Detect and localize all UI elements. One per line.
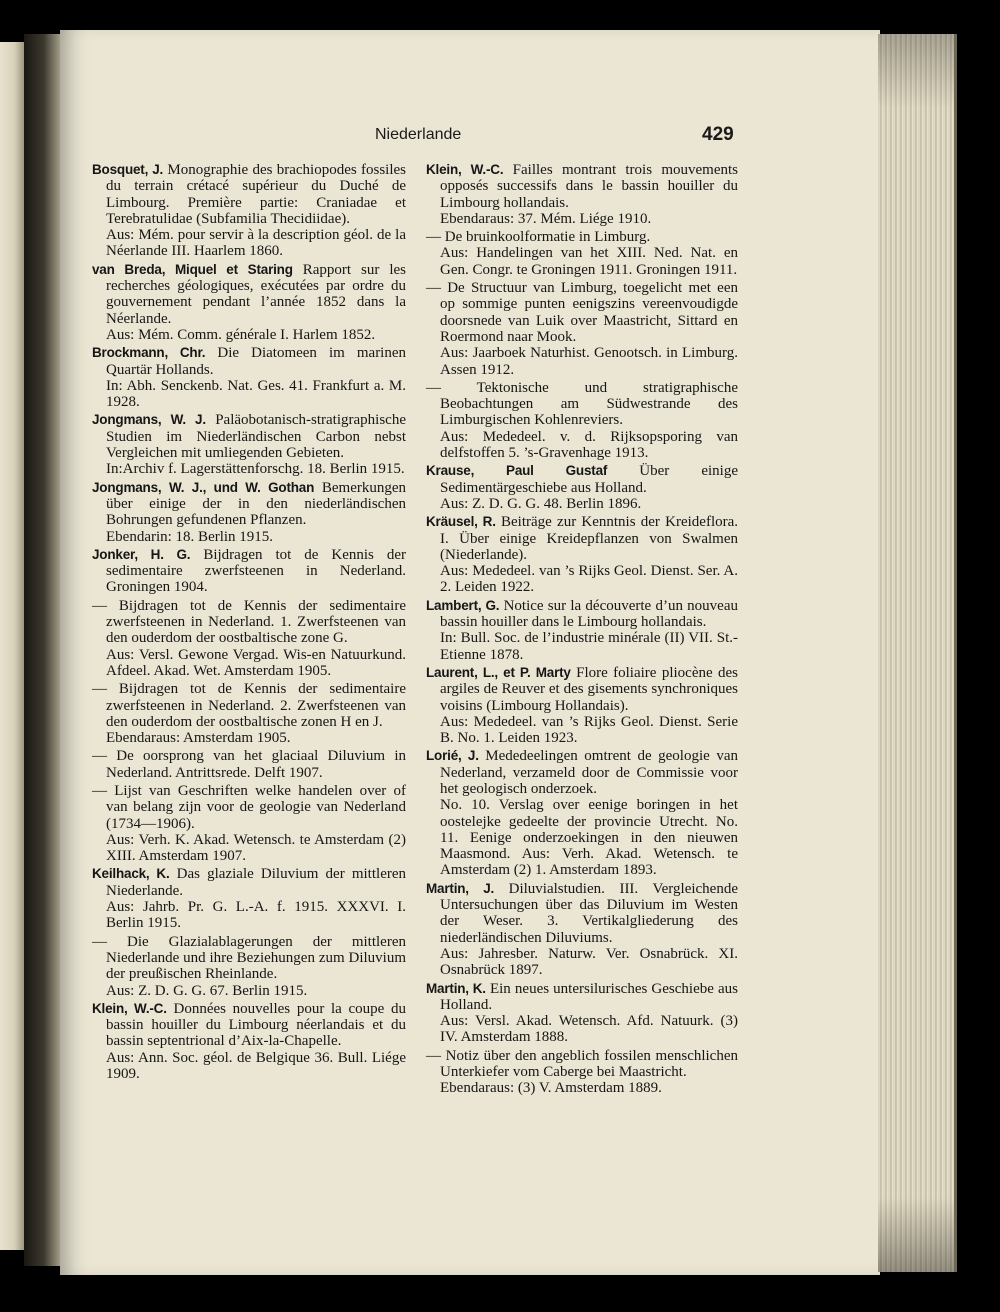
- entry-source: Aus: Jahrb. Pr. G. L.-A. f. 1915. XXXVI. I. Berlin 1915.: [106, 899, 406, 932]
- entry-title: — De Structuur van Limburg, toegelicht met een op sommige punten eenigszins vereenvoudigde doorsnede van Luik over Maastricht, Sittard en Roermond naar Mook.: [426, 280, 738, 345]
- entry-source: In:Archiv f. Lagerstättenforschg. 18. Berlin 1915.: [106, 461, 405, 478]
- entry-source: Aus: Versl. Gewone Vergad. Wis-en Natuurkund. Afdeel. Akad. Wet. Amsterdam 1905.: [106, 646, 406, 679]
- entry-source: Aus: Z. D. G. G. 48. Berlin 1896.: [440, 495, 642, 512]
- right-column: [426, 162, 738, 1099]
- entry-title: Das glaziale Diluvium der mittleren Niederlande.: [106, 866, 406, 899]
- entry-title: Flore foliaire pliocène des argiles de Reuver et des gisements synchroniques voisins (Limbourg Hollandais).: [440, 664, 738, 714]
- bibliography-entry: [426, 1048, 738, 1097]
- entry-author: Klein, W.-C.: [92, 1000, 167, 1016]
- entry-author: Klein, W.-C.: [426, 162, 504, 177]
- entry-source: Aus: Mém. Comm. générale I. Harlem 1852.: [106, 326, 376, 343]
- bibliography-entry: [92, 162, 406, 260]
- bibliography-entry: [426, 514, 738, 595]
- entry-title: Monographie des brachiopodes fossiles du terrain crétacé supérieur du Duché de Limbourg. Première partie: Craniadae et Terebratulidae (Subfamilia Thecidiidae).: [106, 162, 406, 227]
- entry-title: Mededeelingen omtrent de geologie van Nederland, verzameld door de Commissie voor het geologisch onderzoek.: [440, 748, 738, 797]
- bibliography-entry: [92, 345, 406, 410]
- entry-author: Krause, Paul Gustaf: [426, 463, 608, 479]
- entry-title: — Tektonische und stratigraphische Beobachtungen am Südwestrande des Limburgischen Kohlenreviers.: [426, 379, 738, 429]
- bibliography-entry: [426, 280, 738, 378]
- entry-source: Aus: Mém. pour servir à la description géol. de la Néerlande III. Haarlem 1860.: [106, 227, 406, 260]
- running-head: Niederlande: [375, 126, 462, 143]
- bibliography-entry: [426, 380, 738, 461]
- entry-title: — Bijdragen tot de Kennis der sedimentaire zwerfsteenen in Nederland. 2. Zwerfsteenen van den ouderdom der oostbaltische zonen H en J.: [92, 681, 406, 730]
- entry-source: Aus: Mededeel. van ’s Rijks Geol. Dienst. Ser. A. 2. Leiden 1922.: [440, 563, 738, 596]
- entry-author: Bosquet, J.: [92, 162, 164, 177]
- bibliography-entry: [92, 547, 406, 596]
- entry-title: Paläobotanisch-stratigraphische Studien im Niederländischen Carbon nebst Vergleichen mit umliegenden Gebieten.: [106, 412, 406, 462]
- entry-title: — Die Glazialablagerungen der mittleren Niederlande und ihre Beziehungen zum Diluvium der preußischen Rheinlande.: [92, 933, 406, 983]
- bibliography-entry: [92, 866, 406, 931]
- entry-source: Aus: Mededeel. van ’s Rijks Geol. Dienst. Serie B. No. 1. Leiden 1923.: [440, 713, 738, 747]
- entry-source: Aus: Mededeel. v. d. Rijksopsporing van delfstoffen 5. ’s-Gravenhage 1913.: [440, 428, 738, 462]
- bibliography-entry: [92, 783, 406, 864]
- entry-title: Bemerkungen über einige der in den niederländischen Bohrungen gefundenen Pflanzen.: [106, 479, 406, 529]
- entry-title: Diluvialstudien. III. Vergleichende Untersuchungen über das Diluvium im Westen der Weser. 3. Vertikalgliederung des niederländischen Diluviums.: [440, 880, 738, 946]
- entry-title: Ein neues untersilurisches Geschiebe aus Holland.: [440, 980, 738, 1013]
- entry-title: Beiträge zur Kenntnis der Kreideflora. I. Über einige Kreidepflanzen von Swalmen (Niederlande).: [440, 514, 739, 563]
- entry-source: Aus: Ann. Soc. géol. de Belgique 36. Bull. Liége 1909.: [106, 1049, 406, 1083]
- bibliography-entry: [92, 412, 406, 477]
- entry-title: Notice sur la découverte d’un nouveau bassin houiller dans le Limbourg hollandais.: [440, 597, 739, 631]
- entry-author: Martin, J.: [426, 880, 495, 896]
- bibliography-entry: [426, 748, 738, 878]
- bibliography-entry: [92, 1001, 406, 1082]
- bibliography-entry: [426, 981, 738, 1046]
- bibliography-entry: [92, 681, 406, 746]
- entry-author: Laurent, L., et P. Marty: [426, 664, 571, 680]
- entry-source: Aus: Verh. K. Akad. Wetensch. te Amsterdam (2) XIII. Amsterdam 1907.: [106, 831, 406, 865]
- entry-source: Ebendarin: 18. Berlin 1915.: [106, 528, 274, 545]
- entry-source: Aus: Versl. Akad. Wetensch. Afd. Natuurk. (3) IV. Amsterdam 1888.: [440, 1013, 738, 1046]
- bibliography-entry: [426, 463, 738, 512]
- entry-title: Failles montrant trois mouvements opposés successifs dans le bassin houiller du Limbourg hollandais.: [440, 162, 738, 211]
- entry-title: Die Diatomeen im marinen Quartär Hollands.: [106, 345, 407, 378]
- entry-title: Données nouvelles pour la coupe du bassin houiller du Limbourg néerlandais et du bassin septentrional d’Aix-la-Chapelle.: [106, 1000, 407, 1050]
- entry-author: Jongmans, W. J., und W. Gothan: [92, 479, 315, 495]
- bibliography-entry: [426, 229, 738, 278]
- bibliography-entry: [92, 934, 406, 999]
- entry-title: Über einige Sedimentärgeschiebe aus Holland.: [440, 463, 738, 496]
- entry-author: Martin, K.: [426, 980, 486, 996]
- entry-source: In: Bull. Soc. de l’industrie minérale (II) VII. St.-Etienne 1878.: [440, 630, 738, 663]
- entry-author: van Breda, Miquel et Staring: [92, 261, 293, 277]
- entry-author: Jongmans, W. J.: [92, 412, 206, 428]
- entry-title: — De oorsprong van het glaciaal Diluvium in Nederland. Antrittsrede. Delft 1907.: [92, 748, 406, 781]
- entry-author: Jonker, H. G.: [92, 546, 191, 562]
- entry-author: Kräusel, R.: [426, 514, 496, 530]
- entry-title: — Bijdragen tot de Kennis der sedimentaire zwerfsteenen in Nederland. 1. Zwerfsteenen van den ouderdom der oostbaltische zone G.: [92, 597, 406, 647]
- bibliography-entry: [92, 598, 406, 679]
- entry-title: — Lijst van Geschriften welke handelen over of van belang zijn voor de geologie van Nederland (1734—1906).: [92, 782, 406, 832]
- entry-title: Rapport sur les recherches géologiques, exécutées par ordre du gouvernement pendant l’année 1852 dans la Néerlande.: [106, 261, 406, 327]
- entry-title: — De bruinkoolformatie in Limburg.: [426, 229, 651, 246]
- entry-source: Aus: Z. D. G. G. 67. Berlin 1915.: [106, 982, 308, 999]
- bibliography-entry: [426, 598, 738, 663]
- bibliography-entry: [92, 262, 406, 343]
- entry-source: Aus: Jaarboek Naturhist. Genootsch. in Limburg. Assen 1912.: [440, 345, 738, 378]
- entry-source: Ebendaraus: (3) V. Amsterdam 1889.: [440, 1080, 662, 1097]
- entry-title: Bijdragen tot de Kennis der sedimentaire zwerfsteenen in Nederland. Groningen 1904.: [106, 546, 407, 596]
- bibliography-entry: [426, 881, 738, 979]
- entry-author: Brockmann, Chr.: [92, 345, 206, 361]
- entry-source: Ebendaraus: Amsterdam 1905.: [106, 730, 291, 747]
- entry-title: — Notiz über den angeblich fossilen menschlichen Unterkiefer vom Caberge bei Maastricht.: [426, 1047, 738, 1081]
- entry-author: Keilhack, K.: [92, 866, 170, 882]
- bibliography-entry: [426, 162, 738, 227]
- entry-source: No. 10. Verslag over eenige boringen in het oostelejke gedeelte der provincie Utrecht. No. 11. Eenige onderzoekingen in den nieuwen Maasmond. Aus: Verh. Akad. Wetensch. te Amsterdam (2) 1. Amsterdam 1893.: [440, 797, 738, 879]
- page-stack-shadow: [878, 34, 954, 1272]
- entry-source: Ebendaraus: 37. Mém. Liége 1910.: [440, 210, 652, 227]
- bibliography-entry: [426, 665, 738, 746]
- left-column: [92, 162, 406, 1084]
- bibliography-entry: [92, 748, 406, 781]
- entry-source: Aus: Handelingen van het XIII. Ned. Nat. en Gen. Congr. te Groningen 1911. Groningen 1911.: [440, 245, 738, 278]
- entry-source: In: Abh. Senckenb. Nat. Ges. 41. Frankfurt a. M. 1928.: [106, 377, 406, 411]
- bibliography-entry: [92, 480, 406, 545]
- page-number: 429: [702, 124, 734, 145]
- entry-source: Aus: Jahresber. Naturw. Ver. Osnabrück. XI. Osnabrück 1897.: [440, 945, 738, 979]
- previous-page-edge: [0, 42, 24, 1250]
- entry-author: Lorié, J.: [426, 748, 479, 764]
- entry-author: Lambert, G.: [426, 597, 500, 613]
